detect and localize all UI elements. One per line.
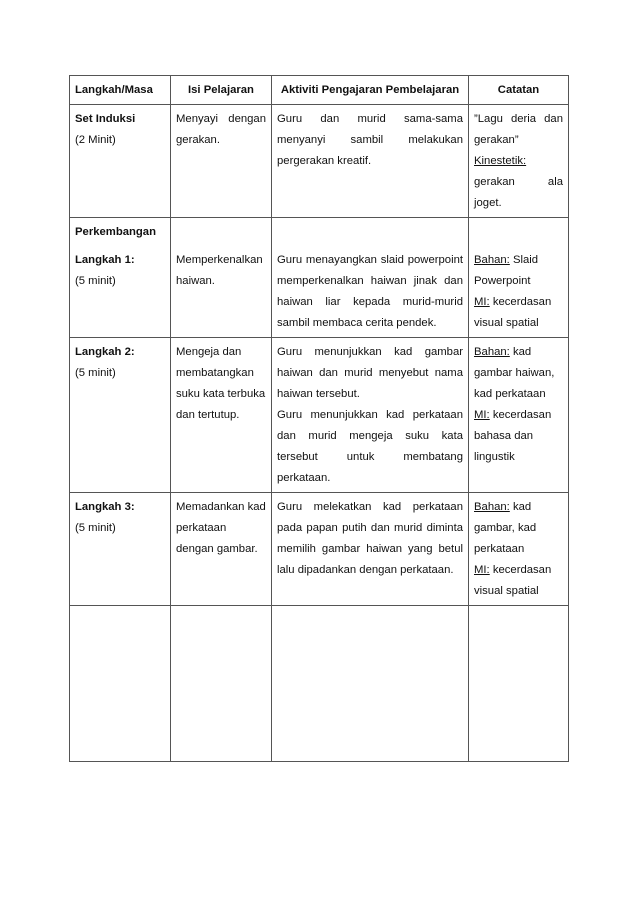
mi-text: kecerdasan bahasa dan lingustik [474, 409, 552, 463]
table-row [70, 218, 569, 247]
step-cell [70, 338, 171, 493]
activity-cell [272, 338, 469, 493]
mi-text: kecerdasan visual spatial [474, 564, 552, 597]
activity-text: Guru menunjukkan kad perkataan dan murid mengeja suku kata tersebut untuk membatang perkataan. [277, 409, 463, 484]
mi-label: MI: [474, 296, 490, 308]
header-isi-pelajaran: Isi Pelajaran [171, 76, 272, 105]
step-title: Set Induksi [75, 113, 136, 125]
header-row [70, 76, 569, 105]
step-cell [70, 493, 171, 606]
bahan-line [474, 342, 563, 405]
activity-cell: Guru melekatkan kad perkataan pada papan putih dan murid diminta memilih gambar haiwan yang betul lalu dipadankan dengan perkataan. [272, 493, 469, 606]
mi-line [474, 560, 563, 602]
table-row [70, 338, 569, 493]
mi-label: MI: [474, 409, 490, 421]
lesson-plan-table [69, 75, 569, 762]
empty-row [70, 606, 569, 762]
table-row [70, 246, 569, 338]
content-cell: Mengeja dan membatangkan suku kata terbuka dan tertutup. [171, 338, 272, 493]
step-cell [70, 246, 171, 338]
empty-cell [272, 606, 469, 762]
step-cell [70, 105, 171, 218]
step-time: (5 minit) [75, 522, 116, 534]
note-label: Kinestetik: [474, 155, 527, 167]
bahan-text: kad gambar haiwan, kad perkataan [474, 346, 555, 400]
note-cell [469, 338, 569, 493]
bahan-line [474, 250, 563, 292]
bahan-text: kad gambar, kad perkataan [474, 501, 537, 555]
section-heading: Perkembangan [75, 226, 156, 238]
note-cell [469, 493, 569, 606]
content-cell: Memadankan kad perkataan dengan gambar. [171, 493, 272, 606]
step-title: Langkah 1: [75, 254, 135, 266]
bahan-label: Bahan: [474, 501, 510, 513]
empty-cell [171, 218, 272, 247]
bahan-label: Bahan: [474, 254, 510, 266]
table-row [70, 105, 569, 218]
note-cell [469, 105, 569, 218]
empty-cell [469, 606, 569, 762]
mi-line [474, 405, 563, 468]
empty-cell [272, 218, 469, 247]
bahan-text: Slaid Powerpoint [474, 254, 539, 287]
mi-label: MI: [474, 564, 490, 576]
step-cell [70, 218, 171, 247]
mi-text: kecerdasan visual spatial [474, 296, 552, 329]
step-time: (5 minit) [75, 275, 116, 287]
activity-text: Guru menunjukkan kad gambar haiwan dan murid menyebut nama haiwan tersebut. [277, 346, 463, 400]
empty-cell [171, 606, 272, 762]
empty-cell [469, 218, 569, 247]
step-time: (2 Minit) [75, 134, 116, 146]
step-title: Langkah 2: [75, 346, 135, 358]
note-quote: ”Lagu deria dan gerakan” [474, 113, 563, 146]
activity-cell: Guru menayangkan slaid powerpoint memperkenalkan haiwan jinak dan haiwan liar kepada murid-murid sambil membaca cerita pendek. [272, 246, 469, 338]
bahan-line [474, 497, 563, 560]
bahan-label: Bahan: [474, 346, 510, 358]
note-text: gerakan ala joget. [474, 176, 563, 209]
header-langkah-masa: Langkah/Masa [70, 76, 171, 105]
note-cell [469, 246, 569, 338]
activity-cell: Guru dan murid sama-sama menyanyi sambil melakukan pergerakan kreatif. [272, 105, 469, 218]
table-row [70, 493, 569, 606]
content-cell: Memperkenalkan haiwan. [171, 246, 272, 338]
header-catatan: Catatan [469, 76, 569, 105]
header-aktiviti: Aktiviti Pengajaran Pembelajaran [272, 76, 469, 105]
content-cell: Menyayi dengan gerakan. [171, 105, 272, 218]
step-title: Langkah 3: [75, 501, 135, 513]
step-time: (5 minit) [75, 367, 116, 379]
mi-line [474, 292, 563, 334]
empty-cell [70, 606, 171, 762]
